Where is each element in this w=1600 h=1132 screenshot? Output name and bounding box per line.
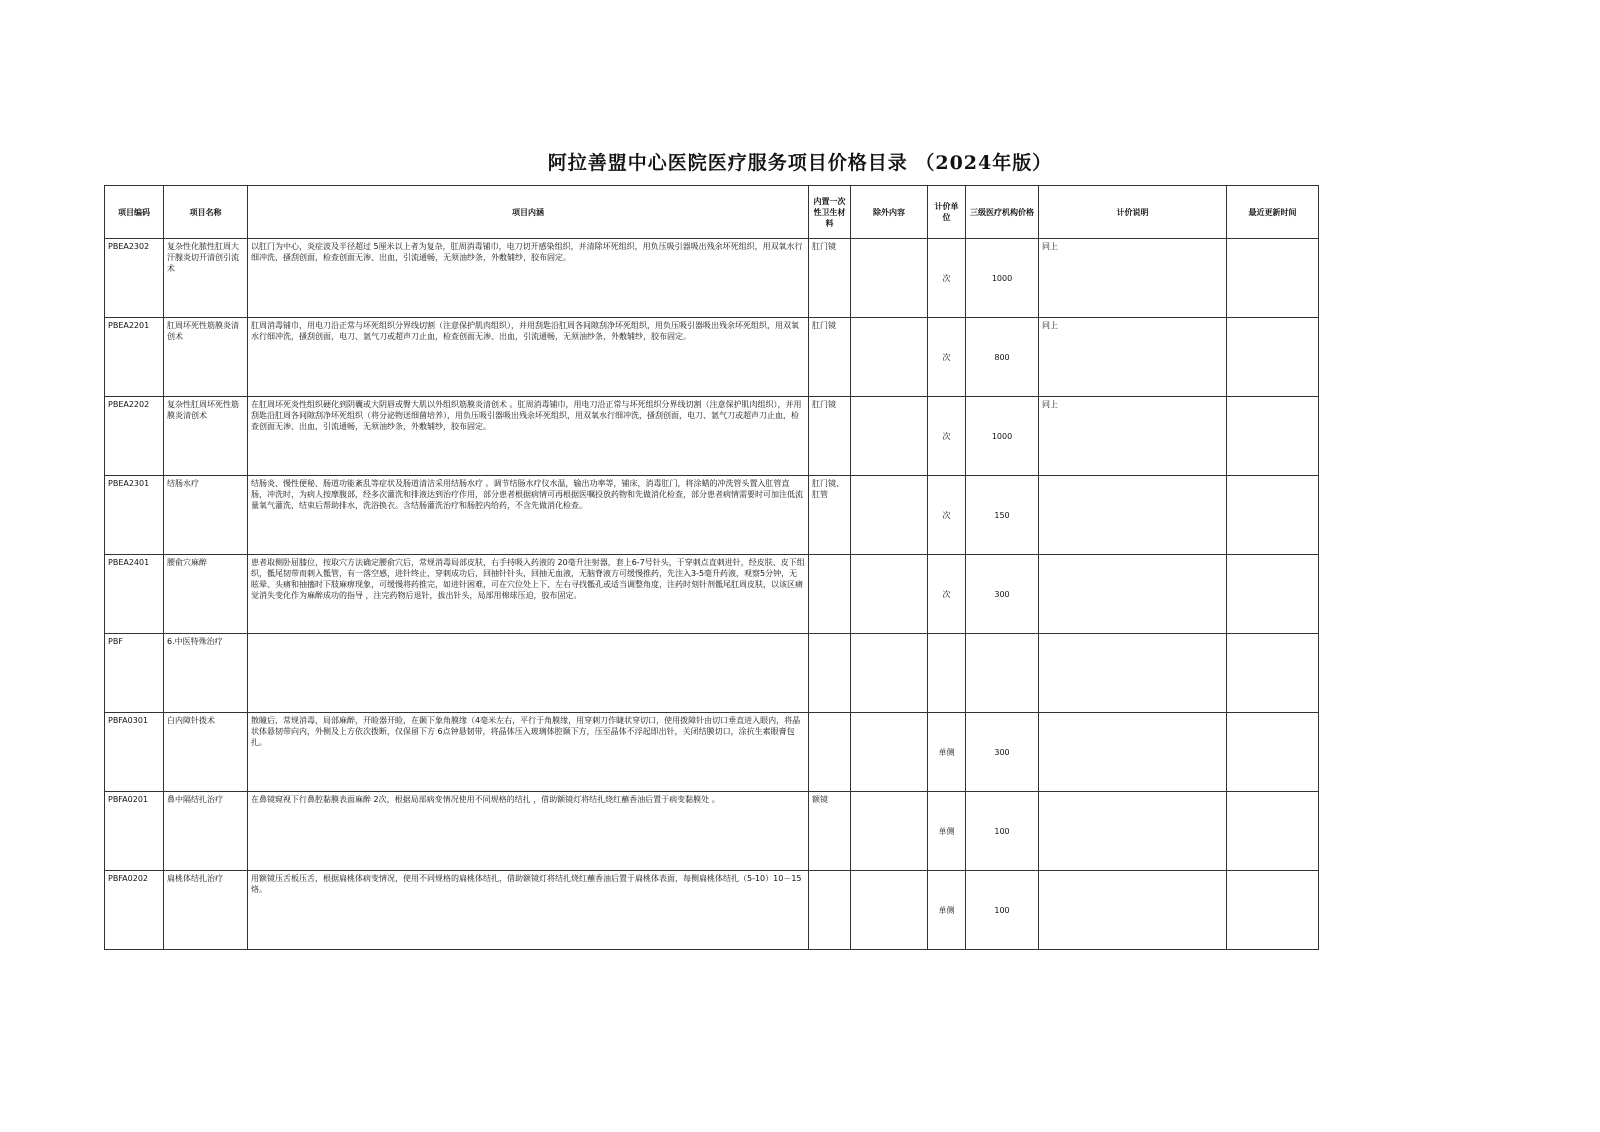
cell-material [809,634,851,713]
table-row [105,634,1319,713]
cell-material [809,871,851,950]
cell-unit: 次 [928,397,966,476]
cell-name: 6.中医特殊治疗 [164,634,248,713]
cell-excluded [851,476,928,555]
cell-material [809,713,851,792]
col-header-excluded: 除外内容 [851,186,928,239]
table-row [105,713,1319,792]
col-header-note: 计价说明 [1039,186,1227,239]
cell-name: 腰俞穴麻醉 [164,555,248,634]
cell-excluded [851,239,928,318]
cell-note [1039,555,1227,634]
cell-name: 复杂性肛周坏死性筋膜炎清创术 [164,397,248,476]
cell-note [1039,713,1227,792]
col-header-updated: 最近更新时间 [1227,186,1319,239]
cell-updated [1227,792,1319,871]
cell-note [1039,871,1227,950]
cell-unit: 次 [928,555,966,634]
cell-note [1039,792,1227,871]
cell-note: 同上 [1039,318,1227,397]
cell-name: 结肠水疗 [164,476,248,555]
table-row [105,555,1319,634]
cell-updated [1227,476,1319,555]
cell-price: 1000 [966,397,1039,476]
cell-excluded [851,634,928,713]
col-header-content: 项目内涵 [248,186,809,239]
cell-material: 肛门镜、肛管 [809,476,851,555]
cell-content: 结肠炎、慢性便秘、肠道功能紊乱等症状及肠道清洁采用结肠水疗 。调节结肠水疗仪水温，输出功率等，铺床，消毒肛门，将涂蜡的冲洗管头置入肛管直肠，冲洗时，为病人按摩腹部，经多次灌洗和排液达到治疗作用，部分患者根据病情可再根据医嘱投放药物和先做消化检查，部分患者病情需要时可加注低流量氧气灌洗，结束后帮助排水，洗浴换衣。含结肠灌洗治疗和肠腔内给药，不含先做消化检查。 [248,476,809,555]
cell-updated [1227,713,1319,792]
cell-unit: 次 [928,318,966,397]
cell-code: PBF [105,634,164,713]
cell-unit: 次 [928,476,966,555]
col-header-code: 项目编码 [105,186,164,239]
cell-price: 100 [966,871,1039,950]
col-header-price: 三级医疗机构价格 [966,186,1039,239]
cell-material: 肛门镜 [809,239,851,318]
col-header-name: 项目名称 [164,186,248,239]
cell-code: PBEA2301 [105,476,164,555]
cell-updated [1227,634,1319,713]
cell-excluded [851,713,928,792]
col-header-unit: 计价单位 [928,186,966,239]
cell-material: 肛门镜 [809,397,851,476]
cell-content: 患者取侧卧屈膝位，按取穴方法确定腰俞穴后，常规消毒局部皮肤，右手持吸入药液的 20毫升注射器，套上6-7号针头，于穿刺点直刺进针，经皮肤、皮下组织，骶尾韧带而刺入骶管，有一落空感，进针终止，穿刺成功后，回抽针针头，回抽无血液，无脑脊液方可缓慢推药，先注入3-5毫升药液，观察5分钟，无眩晕、头痛和抽搐时下肢麻痹现象，可缓慢将药推完，如进针困难，可在穴位处上下、左右寻找骶孔或适当调整角度，注药时刻针剂骶尾肛周皮肤，以该区痛觉消失变化作为麻醉成功的指导 ，注完药物后退针，拔出针头，局部用棉球压迫，胶布固定。 [248,555,809,634]
cell-excluded [851,555,928,634]
cell-content [248,634,809,713]
table-row [105,792,1319,871]
cell-note: 同上 [1039,239,1227,318]
cell-code: PBFA0201 [105,792,164,871]
cell-note [1039,476,1227,555]
cell-code: PBEA2401 [105,555,164,634]
cell-content: 散瞳后，常规消毒，局部麻醉，开睑器开睑，在颞下象角膜缘（4毫米左右，平行于角膜缘，用穿刺刀作睫状穿切口，使用拨障针由切口垂直进入眼内，将晶状体悬韧带向内，外侧及上方依次拨断，仅保留下方 6点钟悬韧带，将晶体压入玻璃体腔颞下方，压至晶体不浮起即出针，关闭结膜切口，涂抗生素眼膏包扎。 [248,713,809,792]
cell-content: 用额镜压舌板压舌，根据扁桃体病变情况，使用不同规格的扁桃体结扎，借助额镜灯将结扎烧红蘸香油后置于扁桃体表面，每侧扁桃体结扎（5-10）10－15烙。 [248,871,809,950]
cell-unit [928,634,966,713]
cell-material: 额镜 [809,792,851,871]
cell-price: 300 [966,713,1039,792]
cell-name: 白内障针拨术 [164,713,248,792]
cell-price: 1000 [966,239,1039,318]
cell-code: PBEA2302 [105,239,164,318]
cell-excluded [851,397,928,476]
cell-price: 300 [966,555,1039,634]
cell-name: 肛周坏死性筋膜炎清创术 [164,318,248,397]
cell-excluded [851,792,928,871]
cell-unit: 单侧 [928,792,966,871]
cell-note [1039,634,1227,713]
cell-content: 以肛门为中心，炎症波及半径超过 5厘米以上者为复杂，肛周消毒铺巾，电刀切开感染组织，并清除坏死组织，用负压吸引器吸出残余坏死组织，用双氧水行细冲洗，搔刮创面，检查创面无渗、出血，引流通畅，无须油纱条，外敷辅纱，胶布固定。 [248,239,809,318]
cell-content: 在肛周坏死炎性组织硬化到阴囊或大阴唇或臀大肌以外组织筋膜炎清创术 。肛周消毒铺巾，用电刀沿正常与坏死组织分界线切割（注意保护肌肉组织），并用刮匙沿肛周各间隙刮净坏死组织（将分泌物送细菌培养），用负压吸引器吸出残余坏死组织，用双氧水行细冲洗，搔刮创面，电刀、氩气刀或超声刀止血，检查创面无渗、出血，引流通畅，无须油纱条，外敷辅纱，胶布固定。 [248,397,809,476]
table-row [105,476,1319,555]
cell-material [809,555,851,634]
cell-name: 鼻中隔结扎治疗 [164,792,248,871]
cell-name: 复杂性化脓性肛周大汗腺炎切开清创引流术 [164,239,248,318]
cell-name: 扁桃体结扎治疗 [164,871,248,950]
cell-unit: 次 [928,239,966,318]
cell-updated [1227,871,1319,950]
table-row [105,239,1319,318]
cell-unit: 单侧 [928,871,966,950]
cell-code: PBEA2201 [105,318,164,397]
col-header-material: 内置一次性卫生材料 [809,186,851,239]
cell-excluded [851,318,928,397]
cell-price [966,634,1039,713]
cell-code: PBFA0301 [105,713,164,792]
cell-content: 肛周消毒铺巾，用电刀沿正常与坏死组织分界线切割（注意保护肌肉组织），并用刮匙沿肛周各间隙刮净坏死组织，用负压吸引器吸出残余坏死组织，用双氧水行细冲洗，搔刮创面，电刀、氩气刀或超声刀止血，检查创面无渗、出血，引流通畅，无须油纱条，外敷辅纱，胶布固定。 [248,318,809,397]
table-row [105,871,1319,950]
cell-updated [1227,239,1319,318]
cell-price: 150 [966,476,1039,555]
price-table [104,185,1319,950]
cell-unit: 单侧 [928,713,966,792]
table-row [105,397,1319,476]
cell-updated [1227,555,1319,634]
page-title: 阿拉善盟中心医院医疗服务项目价格目录 （2024年版） [547,152,1053,174]
cell-updated [1227,397,1319,476]
cell-price: 100 [966,792,1039,871]
cell-note: 同上 [1039,397,1227,476]
cell-content: 在鼻镜窥视下行鼻腔黏膜表面麻醉 2次，根据局部病变情况使用不同规格的结扎 ，借助额镜灯将结扎烧红蘸香油后置于病变黏膜处 。 [248,792,809,871]
cell-price: 800 [966,318,1039,397]
table-header-row [105,186,1319,239]
cell-excluded [851,871,928,950]
table-row [105,318,1319,397]
cell-code: PBFA0202 [105,871,164,950]
cell-code: PBEA2202 [105,397,164,476]
cell-material: 肛门镜 [809,318,851,397]
cell-updated [1227,318,1319,397]
